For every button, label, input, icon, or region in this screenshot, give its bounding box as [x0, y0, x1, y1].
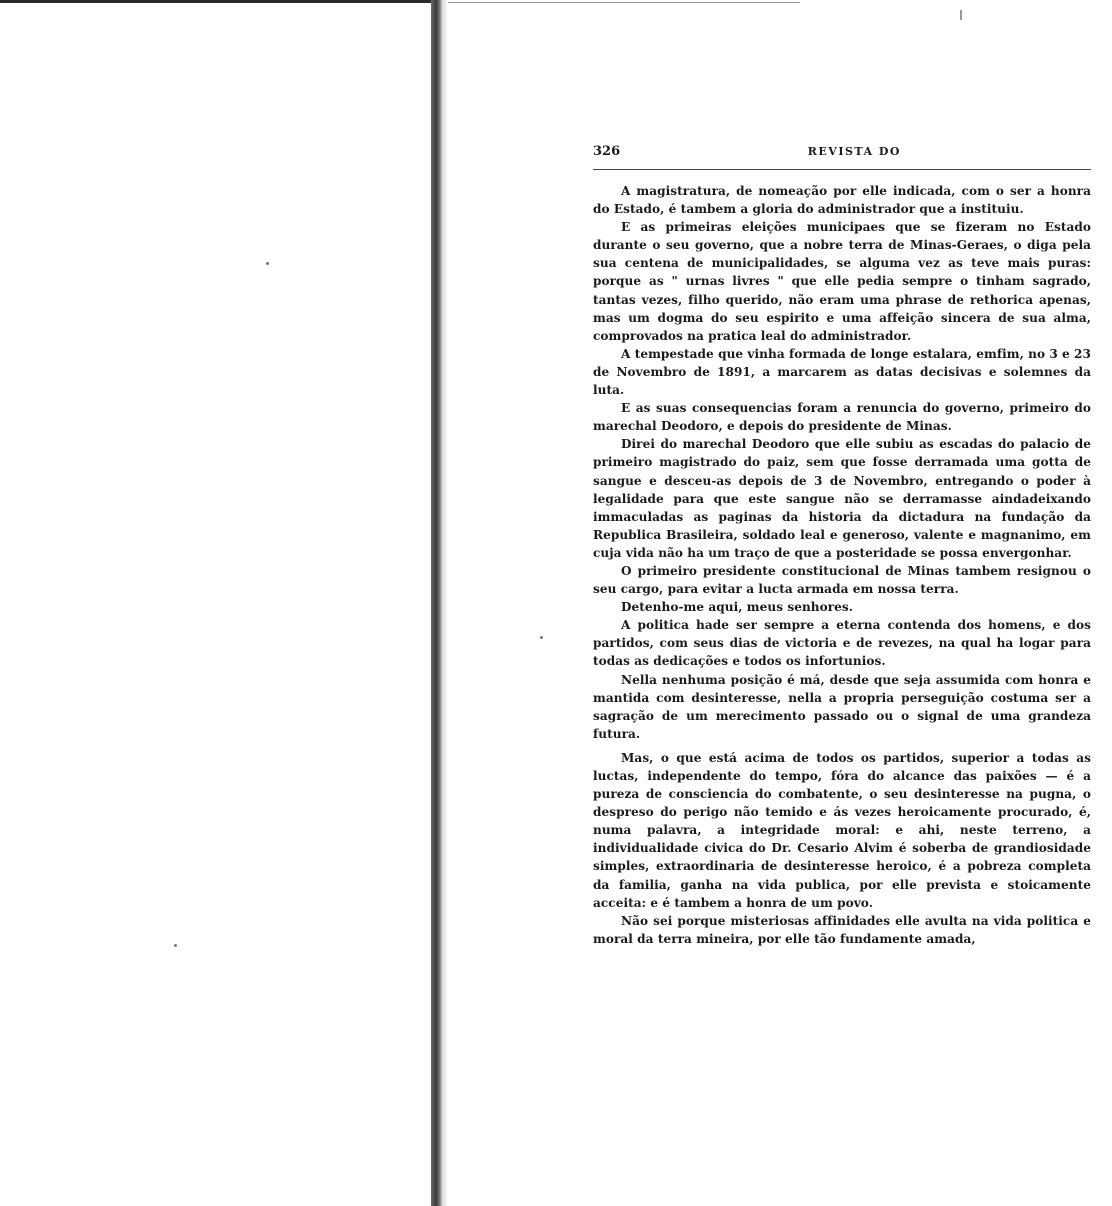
paper-speck	[540, 636, 543, 639]
paper-speck	[960, 10, 962, 20]
paper-speck	[266, 262, 269, 265]
page-header	[593, 144, 1091, 170]
book-gutter	[431, 0, 442, 1206]
page-body	[593, 182, 1091, 948]
paragraph: Direi do marechal Deodoro que elle subiu as escadas do palacio de primeiro magistrado do paiz, sem que fosse derramada uma gotta de sangue e desceu-as depois de 3 de Novembro, entregando o poder à legalidade para que este sangue não se derramasse aindadeixando immaculadas as paginas da historia da dictadura na fundação da Republica Brasileira, soldado leal e generoso, valente e magnanimo, em cuja vida não ha um traço de que a posteridade se possa envergonhar.	[593, 437, 1091, 560]
paragraph: A magistratura, de nomeação por elle indicada, com o ser a honra do Estado, é tambem a gloria do administrador que a instituiu.	[593, 184, 1091, 217]
paragraph: O primeiro presidente constitucional de Minas tambem resignou o seu cargo, para evitar a lucta armada em nossa terra.	[593, 563, 1091, 597]
paragraph: A tempestade que vinha formada de longe estalara, emfim, no 3 e 23 de Novembro de 1891, a marcarem as datas decisivas e solemnes da luta.	[593, 346, 1091, 398]
book-page	[593, 144, 1091, 948]
gutter-shadow	[442, 0, 448, 1206]
paragraph: Não sei porque misteriosas affinidades elle avulta na vida politica e moral da terra mineira, por elle tão fundamente amada,	[593, 913, 1091, 946]
paragraph: Detenho-me aqui, meus senhores.	[621, 600, 854, 615]
paper-speck	[174, 944, 177, 947]
page-number: 326	[593, 144, 621, 159]
top-edge-line	[0, 0, 440, 3]
top-edge-line-right	[440, 2, 800, 3]
paragraph: Mas, o que está acima de todos os partidos, superior a todas as luctas, independente do tempo, fóra do alcance das paixões — é a pureza de consciencia do combatente, o seu desinteresse na pugna, o despreso do perigo não temido e ás vezes heroicamente procurado, é, numa palavra, a integridade moral: e ahi, neste terreno, a individualidade civica do Dr. Cesario Alvim é soberba de grandiosidade simples, extraordinaria de desinteresse heroico, é a pobreza completa da familia, ganha na vida publica, por elle prevista e stoicamente acceita: e é tambem a honra de um povo.	[593, 750, 1091, 910]
paragraph: Nella nenhuma posição é má, desde que seja assumida com honra e mantida com desinteresse, nella a propria perseguição costuma ser a sagração de um merecimento passado ou o signal de uma grandeza futura.	[593, 672, 1091, 741]
paragraph: E as suas consequencias foram a renuncia do governo, primeiro do marechal Deodoro, e depois do presidente de Minas.	[593, 401, 1091, 434]
running-title: REVISTA DO	[807, 145, 901, 158]
paragraph: A politica hade ser sempre a eterna contenda dos homens, e dos partidos, com seus dias de victoria e de revezes, na qual ha logar para todas as dedicações e todos os infortunios.	[593, 618, 1091, 669]
paragraph: E as primeiras eleições municipaes que se fizeram no Estado durante o seu governo, que a nobre terra de Minas-Geraes, o diga pela sua centena de municipalidades, se alguma vez as teve mais puras: porque as " urnas livres " que elle pedia sempre o tinham sagrado, tantas vezes, filho querido, não eram uma phrase de rethorica apenas, mas um dogma do seu espirito e uma affeição sincera de sua alma, comprovados na pratica leal do administrador.	[593, 220, 1091, 343]
